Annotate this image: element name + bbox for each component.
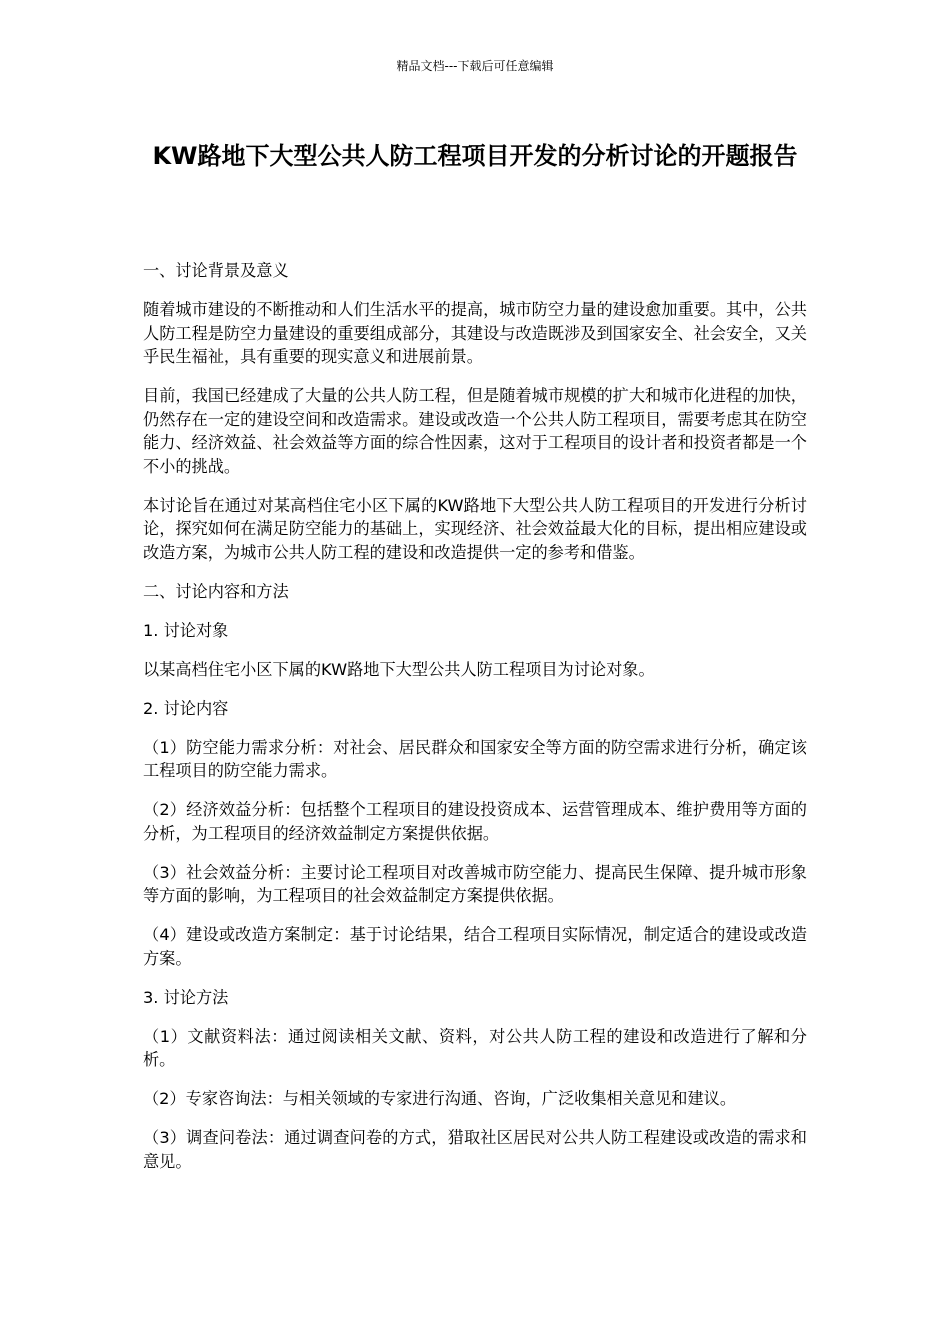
subheading-methods: 3. 讨论方法 <box>143 987 229 1007</box>
subheading-object: 1. 讨论对象 <box>143 620 229 640</box>
header-note: 精品文档---下载后可任意编辑 <box>396 59 554 73</box>
list-item: （1）文献资料法：通过阅读相关文献、资料，对公共人防工程的建设和改造进行了解和分析。 <box>143 1026 807 1069</box>
list-item: （4）建设或改造方案制定：基于讨论结果，结合工程项目实际情况，制定适合的建设或改造方案。 <box>143 925 807 968</box>
section-heading-background: 一、讨论背景及意义 <box>143 261 289 280</box>
section-heading-content-methods: 二、讨论内容和方法 <box>143 581 289 601</box>
list-item: （3）调查问卷法：通过调查问卷的方式，猎取社区居民对公共人防工程建设或改造的需求和意见。 <box>143 1128 807 1171</box>
list-item: （2）专家咨询法：与相关领域的专家进行沟通、咨询，广泛收集相关意见和建议。 <box>143 1089 737 1108</box>
paragraph: 本讨论旨在通过对某高档住宅小区下属的KW路地下大型公共人防工程项目的开发进行分析讨论，探究如何在满足防空能力的基础上，实现经济、社会效益最大化的目标，提出相应建设或改造方案，为城市公共人防工程的建设和改造提供一定的参考和借鉴。 <box>143 495 807 562</box>
list-item: （3）社会效益分析：主要讨论工程项目对改善城市防空能力、提高民生保障、提升城市形象等方面的影响，为工程项目的社会效益制定方案提供依据。 <box>143 862 807 905</box>
paragraph: 目前，我国已经建成了大量的公共人防工程，但是随着城市规模的扩大和城市化进程的加快，仍然存在一定的建设空间和改造需求。建设或改造一个公共人防工程项目，需要考虑其在防空能力、经济效益、社会效益等方面的综合性因素，这对于工程项目的设计者和投资者都是一个不小的挑战。 <box>143 386 807 476</box>
document-body <box>143 259 807 1189</box>
subheading-content: 2. 讨论内容 <box>143 698 229 718</box>
paragraph: 随着城市建设的不断推动和人们生活水平的提高，城市防空力量的建设愈加重要。其中，公共人防工程是防空力量建设的重要组成部分，其建设与改造既涉及到国家安全、社会安全，又关乎民生福祉，具有重要的现实意义和进展前景。 <box>143 300 807 366</box>
paragraph: 以某高档住宅小区下属的KW路地下大型公共人防工程项目为讨论对象。 <box>143 659 655 679</box>
document-title: KW路地下大型公共人防工程项目开发的分析讨论的开题报告 <box>152 142 798 170</box>
list-item: （2）经济效益分析：包括整个工程项目的建设投资成本、运营管理成本、维护费用等方面的分析，为工程项目的经济效益制定方案提供依据。 <box>143 800 807 843</box>
list-item: （1）防空能力需求分析：对社会、居民群众和国家安全等方面的防空需求进行分析，确定该工程项目的防空能力需求。 <box>143 737 807 780</box>
